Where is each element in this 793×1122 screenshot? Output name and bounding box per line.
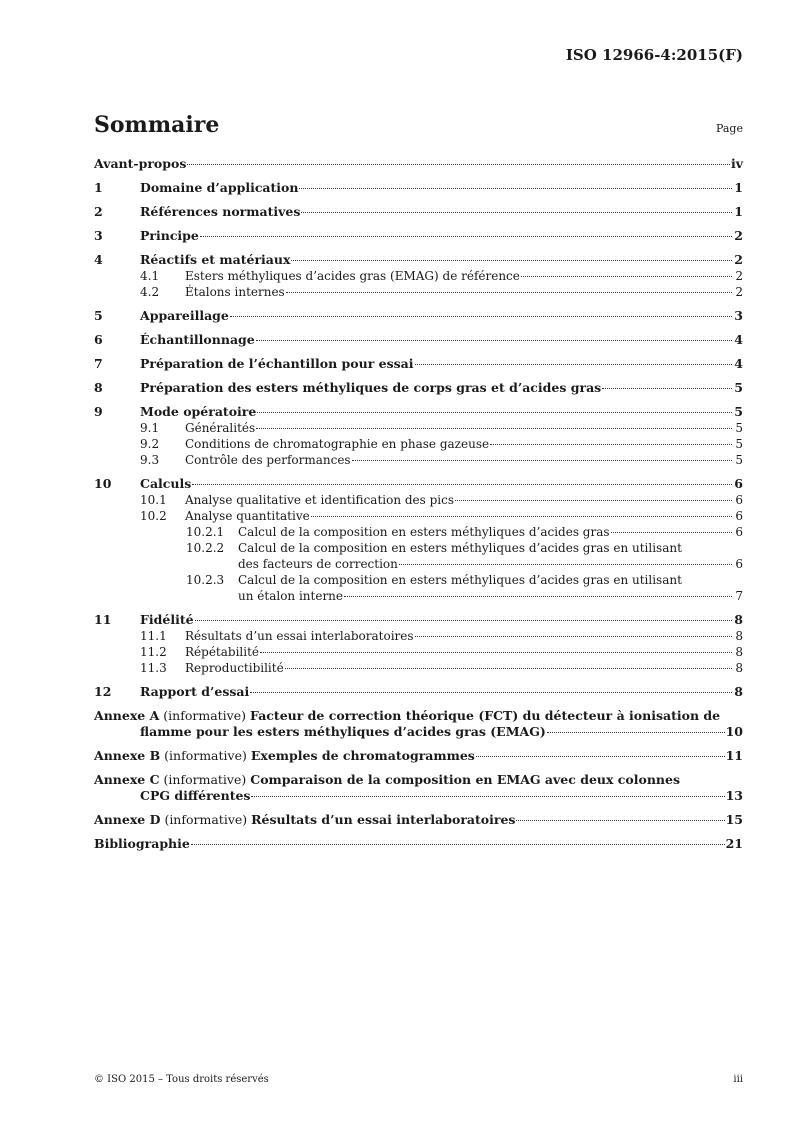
toc-entry-10-2[interactable] [94, 508, 743, 524]
toc-entry-page: 3 [734, 308, 743, 323]
toc-entry-page: 6 [735, 557, 743, 571]
toc-entry-number: 10 [94, 476, 112, 491]
dot-leader [352, 460, 732, 461]
dot-leader [200, 236, 732, 237]
toc-entry-text: Rapport d’essai [140, 684, 250, 699]
toc-entry-text: Calcul de la composition en esters méthyliques d’acides gras en utilisant [238, 541, 682, 555]
toc-entry-number: 8 [94, 380, 103, 395]
annex-label: Annexe C [94, 772, 160, 787]
toc-entry-4[interactable] [94, 252, 743, 268]
toc-entry-text: Esters méthyliques d’acides gras (EMAG) de référence [185, 269, 520, 283]
annex-label: Annexe D [94, 812, 161, 827]
toc-entry-11-1[interactable] [94, 628, 743, 644]
toc-entry-number: 9.2 [140, 437, 160, 451]
toc-entry-10[interactable] [94, 476, 743, 492]
dot-leader [257, 412, 732, 413]
toc-entry-text: Conditions de chromatographie en phase gazeuse [185, 437, 490, 451]
annex-type: (informative) [164, 812, 248, 827]
dot-leader [311, 516, 732, 517]
toc-entry-text: Étalons internes [185, 285, 285, 299]
toc-entry-number: 9.1 [140, 421, 160, 435]
toc-entry-page: 8 [735, 661, 743, 675]
toc-entry-number: 10.2 [140, 509, 167, 523]
toc-entry-text: Répétabilité [185, 645, 260, 659]
dot-leader [256, 340, 732, 341]
toc-entry-text: Mode opératoire [140, 404, 257, 419]
toc-entry-11[interactable] [94, 612, 743, 628]
toc-entry-page: 4 [734, 356, 743, 371]
toc-entry-text: Échantillonnage [140, 332, 255, 347]
toc-entry-page: 1 [734, 204, 743, 219]
toc-entry-text: des facteurs de correction [238, 557, 398, 571]
dot-leader [399, 564, 732, 565]
toc-entry-page: 21 [725, 836, 743, 851]
page-footer [94, 1074, 743, 1085]
document-id: ISO 12966-4:2015(F) [565, 46, 743, 64]
toc-entry-annex-b[interactable] [94, 748, 743, 764]
toc-entry-annex-c-cont[interactable] [94, 788, 743, 804]
toc-entry-annex-a-cont[interactable] [94, 724, 743, 740]
toc-entry-text: Préparation des esters méthyliques de corps gras et d’acides gras [140, 380, 602, 395]
toc-entry-page: iv [730, 156, 743, 171]
page-column-label: Page [715, 122, 743, 135]
dot-leader [260, 652, 732, 653]
toc-entry-annex-a[interactable] [94, 708, 743, 724]
toc-entry-page: 8 [735, 645, 743, 659]
toc-entry-page: 6 [735, 509, 743, 523]
toc-entry-page: 5 [734, 380, 743, 395]
toc-entry-11-2[interactable] [94, 644, 743, 660]
toc-entry-text: Comparaison de la composition en EMAG avec deux colonnes [250, 772, 680, 787]
toc-entry-10-2-3-cont[interactable] [94, 588, 743, 604]
annex-type: (informative) [164, 748, 247, 763]
toc-entry-2[interactable] [94, 204, 743, 220]
dot-leader [521, 276, 732, 277]
toc-entry-12[interactable] [94, 684, 743, 700]
toc-entry-10-2-2[interactable] [94, 540, 743, 556]
toc-entry-page: 8 [734, 612, 743, 627]
dot-leader [191, 844, 725, 845]
dot-leader [230, 316, 732, 317]
dot-leader [251, 796, 724, 797]
toc-entry-page: 8 [734, 684, 743, 699]
toc-entry-number: 6 [94, 332, 103, 347]
toc-entry-number: 2 [94, 204, 103, 219]
dot-leader [301, 212, 732, 213]
toc-entry-text: flamme pour les esters méthyliques d’acides gras (EMAG) [140, 724, 546, 739]
toc-entry-9-1[interactable] [94, 420, 743, 436]
toc-entry-text: Domaine d’application [140, 180, 299, 195]
toc-entry-number: 11.3 [140, 661, 167, 675]
toc-entry-number: 9.3 [140, 453, 160, 467]
toc-entry-3[interactable] [94, 228, 743, 244]
toc-entry-annex-c[interactable] [94, 772, 743, 788]
toc-entry-page: 2 [735, 269, 743, 283]
toc-entry-10-2-2-cont[interactable] [94, 556, 743, 572]
toc-entry-bibliographie[interactable] [94, 836, 743, 852]
dot-leader [415, 636, 732, 637]
table-of-contents [94, 156, 743, 852]
toc-entry-text: Calcul de la composition en esters méthyliques d’acides gras [238, 525, 610, 539]
page-title: Sommaire [94, 112, 220, 138]
toc-entry-number: 11.2 [140, 645, 167, 659]
toc-entry-number: 12 [94, 684, 112, 699]
toc-entry-number: 10.1 [140, 493, 167, 507]
toc-entry-number: 4.2 [140, 285, 160, 299]
annex-label: Annexe A [94, 708, 160, 723]
toc-entry-page: 4 [734, 332, 743, 347]
toc-entry-8[interactable] [94, 380, 743, 396]
toc-entry-page: 6 [735, 525, 743, 539]
copyright-notice: © ISO 2015 – Tous droits réservés [94, 1074, 269, 1085]
toc-entry-text: Calculs [140, 476, 192, 491]
toc-entry-number: 4.1 [140, 269, 160, 283]
dot-leader [415, 364, 732, 365]
toc-entry-number: 9 [94, 404, 103, 419]
toc-entry-text: Appareillage [140, 308, 229, 323]
toc-entry-page: 5 [734, 404, 743, 419]
toc-entry-text: Exemples de chromatogrammes [250, 748, 475, 763]
toc-entry-9[interactable] [94, 404, 743, 420]
toc-entry-text: Analyse quantitative [185, 509, 310, 523]
toc-entry-10-1[interactable] [94, 492, 743, 508]
toc-entry-4-1[interactable] [94, 268, 743, 284]
dot-leader [476, 756, 725, 757]
page-number: iii [733, 1074, 743, 1085]
toc-entry-text: Résultats d’un essai interlaboratoires [185, 629, 414, 643]
toc-entry-page: 6 [734, 476, 743, 491]
toc-entry-text: Analyse qualitative et identification des pics [185, 493, 455, 507]
toc-entry-text: Facteur de correction théorique (FCT) du détecteur à ionisation de [250, 708, 721, 723]
toc-entry-10-2-3[interactable] [94, 572, 743, 588]
toc-entry-page: 8 [735, 629, 743, 643]
toc-entry-page: 2 [734, 228, 743, 243]
dot-leader [611, 532, 732, 533]
toc-entry-page: 15 [725, 812, 743, 827]
toc-entry-text: Réactifs et matériaux [140, 252, 291, 267]
heading-row [94, 112, 743, 138]
dot-leader [286, 292, 732, 293]
toc-entry-text: Avant-propos [94, 156, 187, 171]
toc-entry-number: 5 [94, 308, 103, 323]
toc-entry-7[interactable] [94, 356, 743, 372]
toc-entry-page: 2 [734, 252, 743, 267]
dot-leader [250, 692, 732, 693]
annex-type: (informative) [163, 772, 247, 787]
toc-entry-page: 10 [725, 724, 743, 739]
toc-entry-11-3[interactable] [94, 660, 743, 676]
dot-leader [192, 484, 732, 485]
toc-entry-page: 1 [734, 180, 743, 195]
dot-leader [256, 428, 732, 429]
toc-entry-page: 6 [735, 493, 743, 507]
toc-entry-page: 7 [735, 589, 743, 603]
toc-entry-text: Fidélité [140, 612, 194, 627]
toc-entry-text: Références normatives [140, 204, 301, 219]
toc-entry-annex-d[interactable] [94, 812, 743, 828]
dot-leader [516, 820, 724, 821]
toc-entry-text: CPG différentes [140, 788, 251, 803]
toc-entry-number: 4 [94, 252, 103, 267]
toc-entry-page: 5 [735, 453, 743, 467]
toc-entry-text: Reproductibilité [185, 661, 284, 675]
toc-entry-page: 2 [735, 285, 743, 299]
toc-entry-avant-propos[interactable] [94, 156, 743, 172]
dot-leader [455, 500, 732, 501]
toc-entry-1[interactable] [94, 180, 743, 196]
dot-leader [344, 596, 732, 597]
dot-leader [291, 260, 732, 261]
toc-entry-number: 10.2.2 [186, 541, 225, 555]
dot-leader [299, 188, 732, 189]
toc-entry-text: Contrôle des performances [185, 453, 351, 467]
dot-leader [602, 388, 732, 389]
toc-entry-number: 11 [94, 612, 112, 627]
toc-entry-page: 11 [725, 748, 743, 763]
toc-entry-page: 5 [735, 437, 743, 451]
toc-entry-number: 3 [94, 228, 103, 243]
toc-entry-number: 10.2.1 [186, 525, 225, 539]
toc-entry-5[interactable] [94, 308, 743, 324]
toc-entry-text: Généralités [185, 421, 256, 435]
toc-entry-9-2[interactable] [94, 436, 743, 452]
toc-entry-text: Calcul de la composition en esters méthyliques d’acides gras en utilisant [238, 573, 682, 587]
dot-leader [187, 164, 730, 165]
dot-leader [547, 732, 725, 733]
toc-entry-9-3[interactable] [94, 452, 743, 468]
toc-entry-4-2[interactable] [94, 284, 743, 300]
toc-entry-page: 13 [725, 788, 743, 803]
toc-entry-10-2-1[interactable] [94, 524, 743, 540]
toc-entry-number: 7 [94, 356, 103, 371]
dot-leader [490, 444, 732, 445]
dot-leader [285, 668, 732, 669]
toc-entry-number: 11.1 [140, 629, 167, 643]
toc-entry-page: 5 [735, 421, 743, 435]
toc-entry-number: 10.2.3 [186, 573, 225, 587]
toc-entry-text: Préparation de l’échantillon pour essai [140, 356, 414, 371]
toc-entry-text: Principe [140, 228, 199, 243]
annex-type: (informative) [163, 708, 247, 723]
toc-entry-6[interactable] [94, 332, 743, 348]
annex-label: Annexe B [94, 748, 161, 763]
toc-entry-text: Bibliographie [94, 836, 190, 851]
toc-entry-text: un étalon interne [238, 589, 344, 603]
dot-leader [195, 620, 732, 621]
toc-entry-text: Résultats d’un essai interlaboratoires [251, 812, 516, 827]
toc-entry-number: 1 [94, 180, 103, 195]
